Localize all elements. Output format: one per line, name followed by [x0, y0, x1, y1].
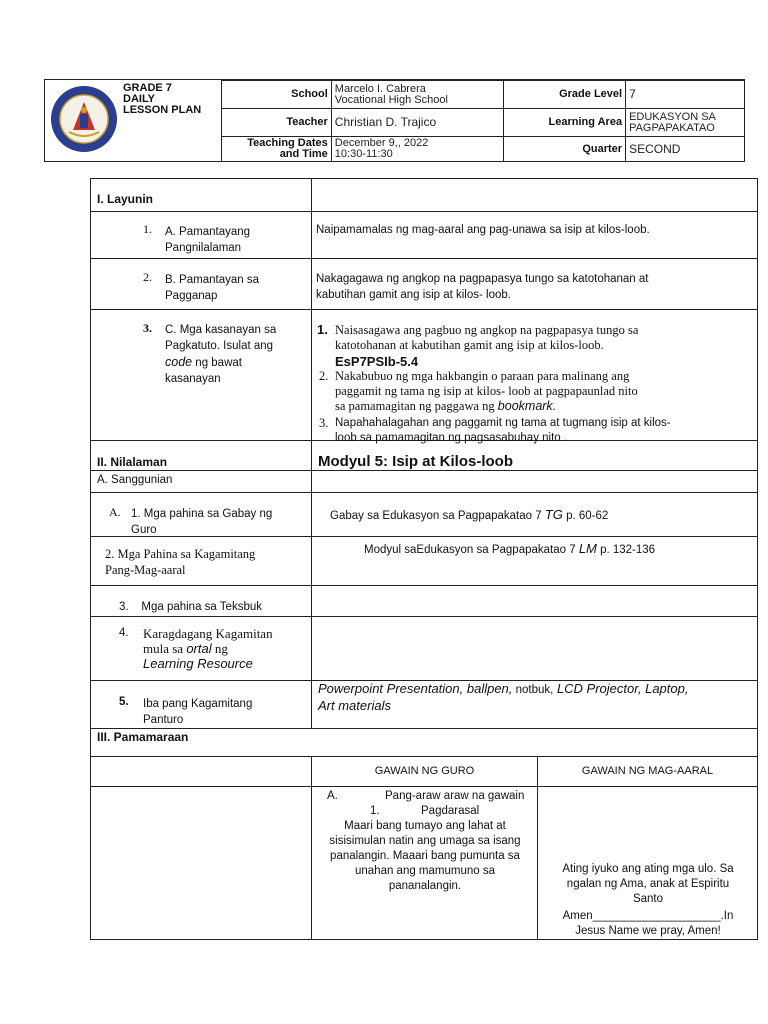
- layunin-title: I. Layunin: [97, 192, 154, 206]
- teksbuk-content-cell: [312, 586, 758, 617]
- layunin-empty-cell: [312, 179, 758, 212]
- panalangin-text: Ating iyuko ang ating mga ulo. Sa ngalan ng Ama, anak at Espiritu Santo Amen____________________.In Jesus Name we pray, Amen!: [562, 863, 734, 937]
- pamantayan-pagganap-label: B. Pamantayan sa Pagganap: [165, 274, 259, 302]
- teksbuk-label: 3. Mga pahina sa Teksbuk: [119, 601, 262, 613]
- gawain-magaaral-content: [538, 787, 757, 939]
- gawain-magaaral-cell: [538, 787, 758, 940]
- title-line-2: DAILY: [123, 93, 155, 105]
- pamamaraan-title: III. Pamamaraan: [97, 730, 189, 744]
- quarter-label: Quarter: [504, 137, 626, 162]
- grade-level-value: 7: [626, 81, 745, 109]
- deped-seal-icon: [49, 84, 119, 154]
- item-number: 5.: [119, 696, 129, 708]
- kasanayan-label-cell: [91, 310, 312, 441]
- kasanayan-code: EsP7PSIb-5.4: [335, 354, 419, 369]
- teacher-label: Teacher: [222, 109, 332, 137]
- gawain-guro-header: GAWAIN NG GURO: [374, 765, 475, 777]
- sanggunian-empty-cell: [312, 471, 758, 493]
- learning-area-value: EDUKASYON SA PAGPAPAKATAO: [626, 109, 745, 137]
- gawain-guro-cell: [312, 787, 538, 940]
- dates-label: Teaching Dates and Time: [222, 137, 332, 162]
- grade-level-label: Grade Level: [504, 81, 626, 109]
- kasanayan-list: [312, 310, 757, 444]
- header-table: [44, 79, 745, 162]
- gawain-guro-content: A. Pang-araw araw na gawain 1. Pagdarasal Maari bang tumayo ang lahat at sisisimulan natin ang umaga sa isang panalangin. Maaari bang pumunta sa unahan ang mamumuno sa pananalangin.: [312, 787, 537, 939]
- dates-value: December 9,, 2022 10:30-11:30: [331, 137, 504, 162]
- kasanayan-label: C. Mga kasanayan sa Pagkatuto. Isulat ang code ng bawat kasanayan: [165, 324, 277, 385]
- teacher-value: Christian D. Trajico: [331, 109, 504, 137]
- gawain-guro-header-cell: [312, 757, 538, 787]
- kasanayan-item-3: Napahahalagahan ang paggamit ng tama at tugmang isip at kilos- loob sa pamamagitan ng pagsasabuhay nito .: [335, 417, 671, 444]
- kagamitang-magaaral-label-cell: [91, 537, 312, 586]
- pagdarasal-instructions: Maari bang tumayo ang lahat at sisisimulan natin ang umaga sa isang panalangin. Maaari bang pumunta sa unahan ang mamumuno sa pananalangin.: [329, 820, 521, 892]
- karagdagang-kagamitan-label: Karagdagang Kagamitan mula sa ortal ng Learning Resource: [143, 626, 273, 671]
- quarter-value: SECOND: [626, 137, 745, 162]
- title-line-1: GRADE 7: [123, 82, 172, 94]
- learning-area-label: Learning Area: [504, 109, 626, 137]
- pamantayan-pagganap-text: Nakagagawa ng angkop na pagpapasya tungo sa katotohanan at kabutihan gamit ang isip at kilos- loob.: [316, 273, 649, 301]
- lesson-plan-table: [90, 178, 757, 940]
- kasanayan-content-cell: [312, 310, 758, 444]
- gawain-magaaral-header: GAWAIN NG MAG-AARAL: [581, 765, 714, 777]
- sanggunian-title: A. Sanggunian: [97, 474, 173, 486]
- gabay-guro-text: Gabay sa Edukasyon sa Pagpapakatao 7 TG p. 60-62: [330, 507, 609, 522]
- teksbuk-label-cell: [91, 586, 312, 617]
- karagdagang-kagamitan-label-cell: [91, 617, 312, 681]
- gawain-magaaral-header-cell: [538, 757, 758, 787]
- modyul-title: Modyul 5: Isip at Kilos-loob: [318, 453, 513, 470]
- gabay-guro-content-cell: [312, 493, 758, 537]
- pamantayan-pagganap-label-cell: [91, 259, 312, 310]
- kasanayan-item-number: 3.: [319, 416, 329, 430]
- item-number: 4.: [119, 627, 129, 639]
- kagamitang-magaaral-label: 2. Mga Pahina sa Kagamitang Pang-Mag-aaral: [105, 547, 256, 577]
- header-title: [123, 83, 218, 116]
- pamamaraan-heading-cell: [91, 729, 758, 757]
- pamamaraan-blank-cell: [91, 787, 312, 940]
- pamantayang-pangnilalaman-label-cell: [91, 212, 312, 259]
- school-label: School: [222, 81, 332, 109]
- item-number: 1.: [143, 222, 152, 236]
- kasanayan-item-2: Nakabubuo ng mga hakbangin o paraan para malinang ang paggamit ng tama ng isip at kilos- loob at pagpapaunlad nito sa pamamagitan ng paggawa ng bookmark.: [335, 369, 638, 413]
- iba-pang-kagamitan-label: Iba pang Kagamitang Panturo: [143, 698, 253, 726]
- kagamitang-magaaral-content-cell: [312, 537, 758, 586]
- item-number: 3.: [143, 321, 152, 335]
- iba-pang-kagamitan-text: Powerpoint Presentation, ballpen, notbuk, LCD Projector, Laptop, Art materials: [318, 681, 689, 713]
- pamantayan-pagganap-content-cell: [312, 259, 758, 310]
- kasanayan-item-1: Naisasagawa ang pagbuo ng angkop na pagpapasya tungo sa katotohanan at kabutihan gamit ang isip at kilos-loob.: [335, 323, 639, 352]
- gabay-guro-label-cell: [91, 493, 312, 537]
- kasanayan-item-number: 1.: [317, 322, 328, 337]
- layunin-heading-cell: [91, 179, 312, 212]
- kasanayan-item-number: 2.: [319, 369, 329, 383]
- iba-pang-kagamitan-content-cell: [312, 681, 758, 729]
- item-number: A.: [109, 505, 121, 519]
- pamantayang-pangnilalaman-text: Naipamamalas ng mag-aaral ang pag-unawa sa isip at kilos-loob.: [316, 224, 650, 236]
- title-line-3: LESSON PLAN: [123, 104, 202, 116]
- pamantayang-pangnilalaman-content-cell: [312, 212, 758, 259]
- nilalaman-heading-cell: [91, 441, 312, 471]
- nilalaman-title: II. Nilalaman: [97, 455, 168, 469]
- kagamitang-magaaral-text: Modyul saEdukasyon sa Pagpapakatao 7 LM p. 132-136: [364, 541, 656, 556]
- sanggunian-heading-cell: [91, 471, 312, 493]
- iba-pang-kagamitan-label-cell: [91, 681, 312, 729]
- karagdagang-kagamitan-content-cell: [312, 617, 758, 681]
- header-info-grid: [221, 80, 745, 161]
- school-value: Marcelo I. Cabrera Vocational High School: [331, 81, 504, 109]
- pamamaraan-blank-header: [91, 757, 312, 787]
- pamantayang-pangnilalaman-label: A. Pamantayang Pangnilalaman: [165, 226, 251, 254]
- item-number: 2.: [143, 270, 152, 284]
- header-logo-area: [45, 80, 221, 161]
- gabay-guro-label: 1. Mga pahina sa Gabay ng Guro: [131, 508, 273, 536]
